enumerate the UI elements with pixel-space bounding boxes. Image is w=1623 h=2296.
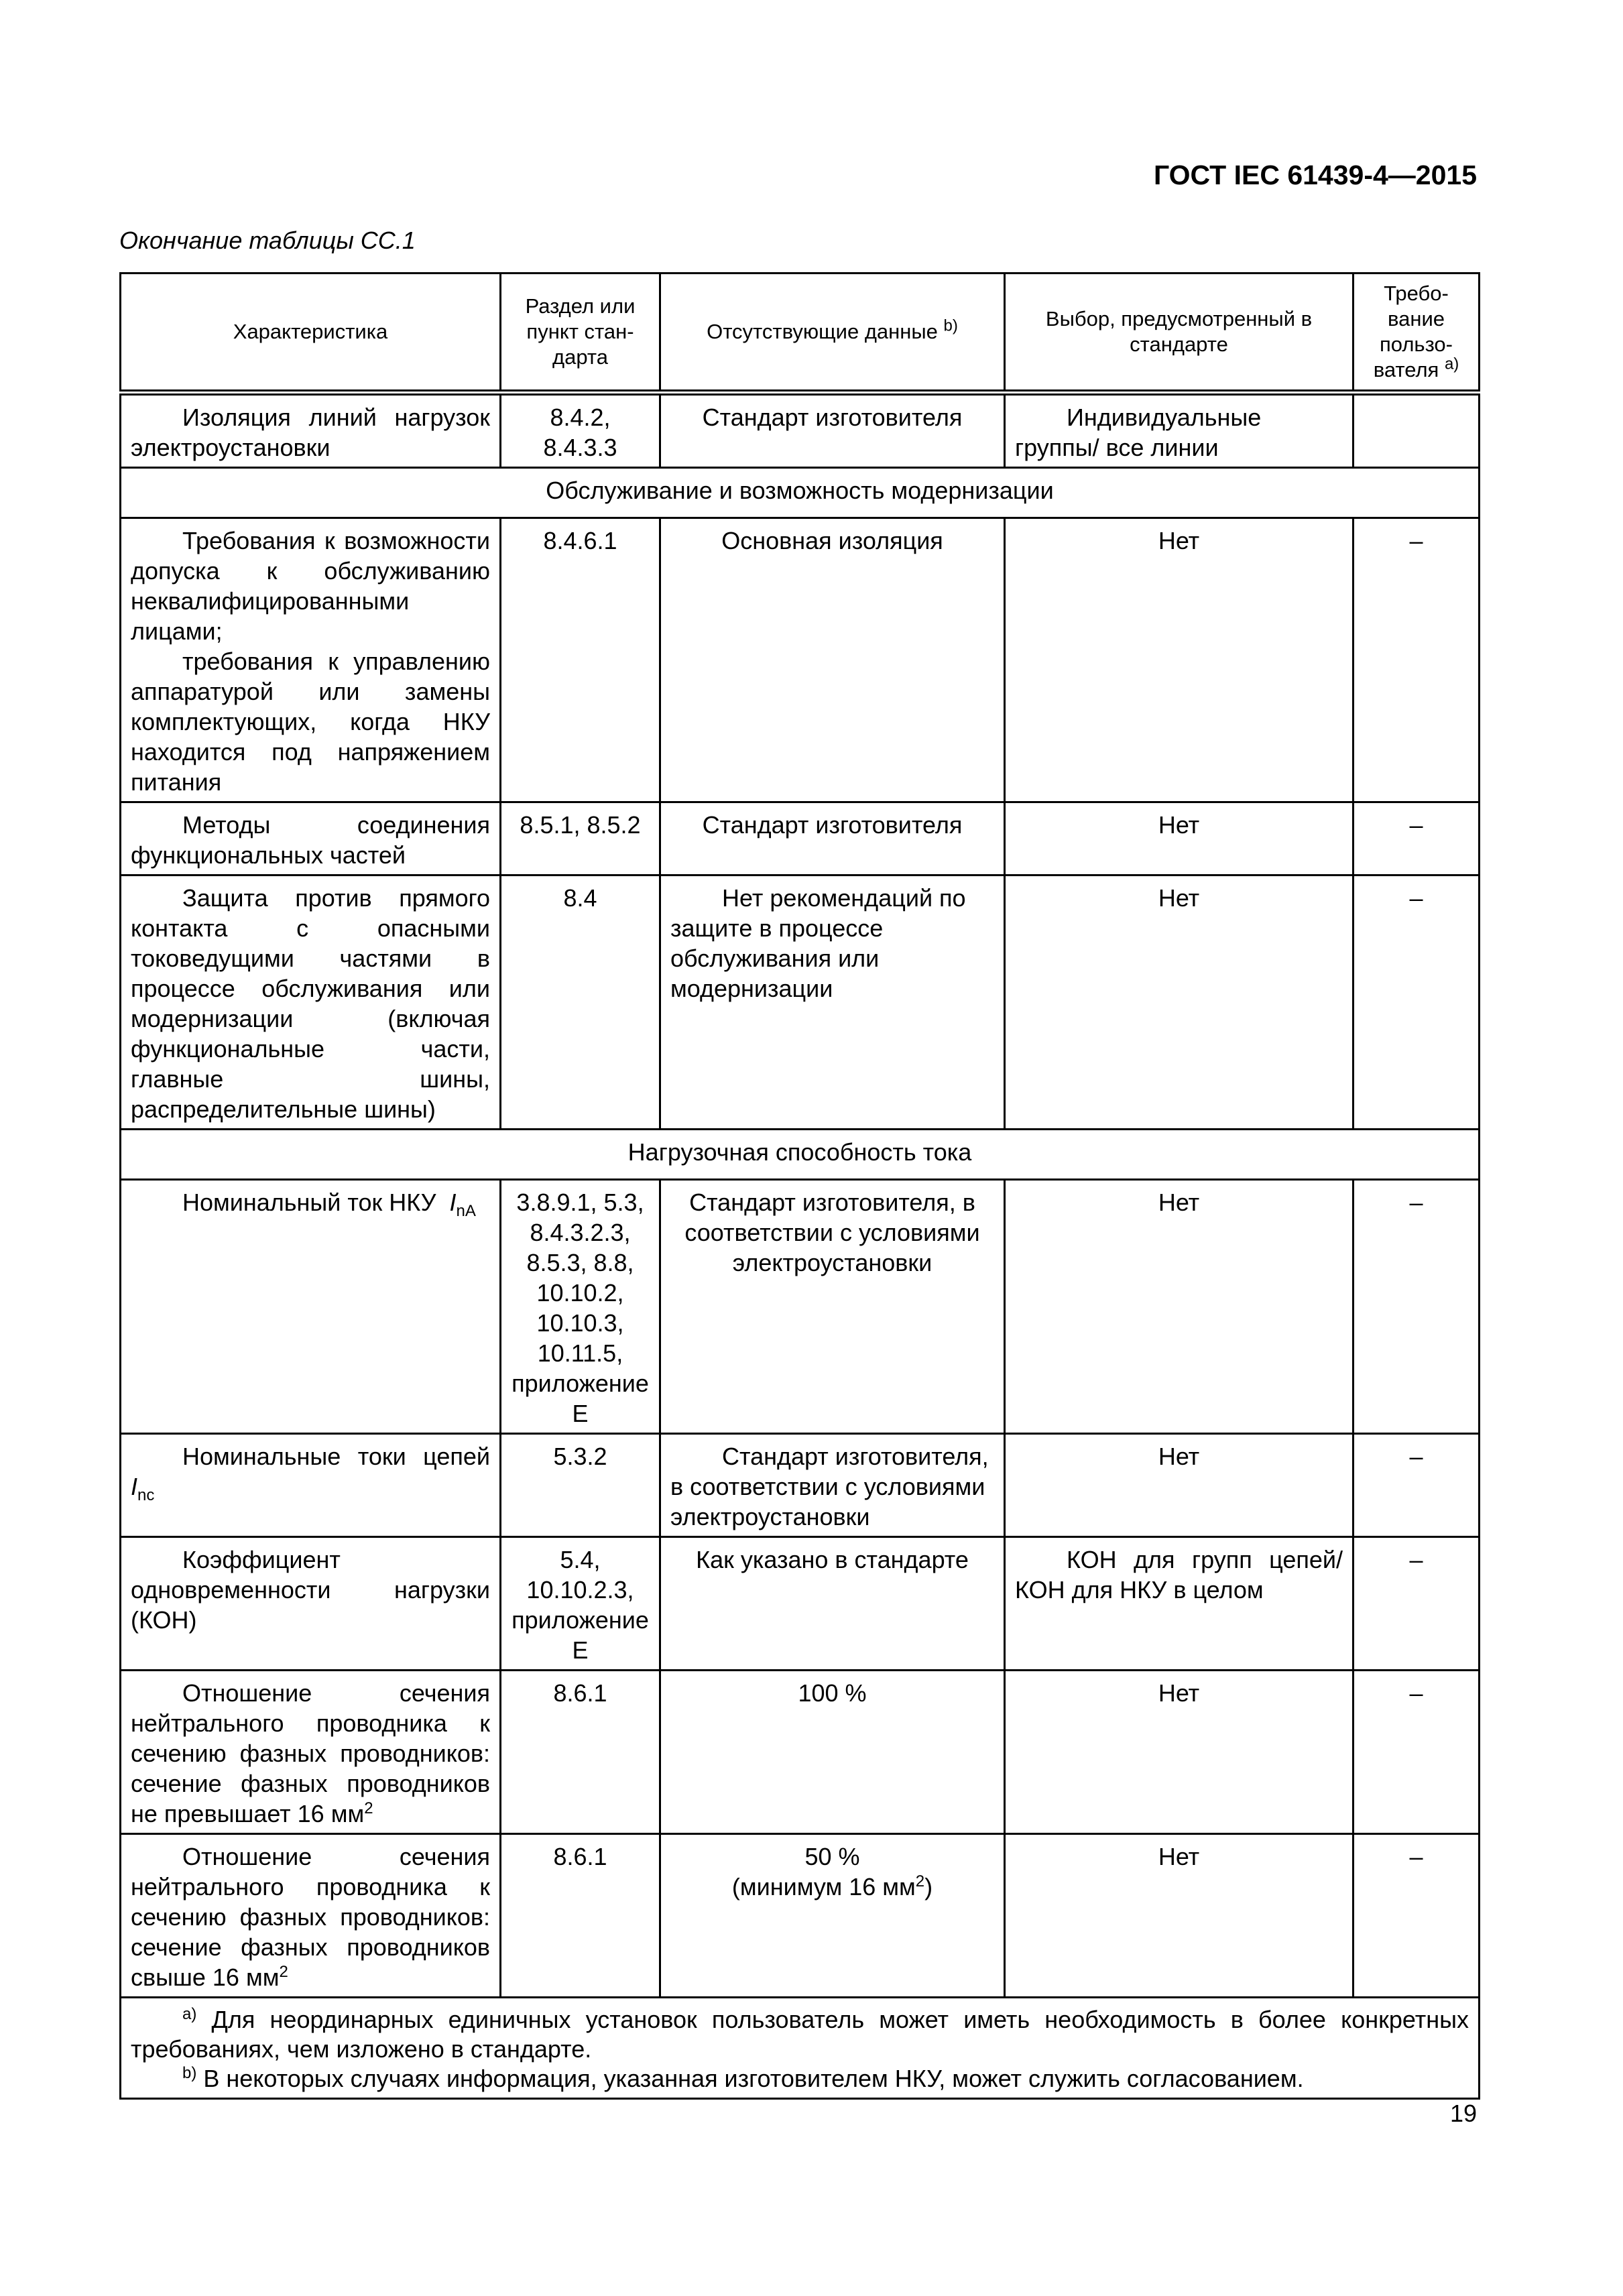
section-title: Нагрузочная способность тока — [121, 1130, 1480, 1180]
cell-characteristic: Номинальные токи цепей $I_{nc}$ — [121, 1434, 501, 1537]
cell-characteristic: Отношение сечения нейтрального проводника к сечению фазных проводников: сечение фазных проводников не превышает 16 $мм^2$ — [121, 1671, 501, 1834]
section-title: Обслуживание и возможность модернизации — [121, 468, 1480, 518]
document-id: ГОСТ IEC 61439-4—2015 — [1153, 160, 1477, 190]
header-requirement: Требо-вание пользо-вателя $^{a)}$ — [1354, 274, 1480, 393]
cell-missing: Как указано в стандарте — [660, 1537, 1005, 1671]
cell-characteristic — [121, 518, 501, 802]
cell-missing — [660, 1834, 1005, 1998]
cell-choice: КОН для групп цепей/ КОН для НКУ в целом — [1005, 1537, 1354, 1671]
cell-missing: Стандарт изготовителя, в соответствии с условиями электроустановки — [660, 1434, 1005, 1537]
cell-characteristic: Номинальный ток НКУ $I_{nA}$ — [121, 1180, 501, 1434]
cell-missing: Стандарт изготовителя, в соответствии с условиями электроустановки — [660, 1180, 1005, 1434]
cell-requirement — [1354, 393, 1480, 468]
cell-missing: Стандарт изготовителя — [660, 802, 1005, 875]
header-section: Раздел или пункт стан-дарта — [501, 274, 660, 393]
cell-section: 5.3.2 — [501, 1434, 660, 1537]
cell-section: 8.6.1 — [501, 1671, 660, 1834]
characteristic-part: требования к управлению аппаратурой или замены комплектующих, когда НКУ находится под напряжением питания — [131, 648, 490, 796]
cell-characteristic: Коэффициент одновременности нагрузки (КОН) — [121, 1537, 501, 1671]
table-caption: Окончание таблицы СС.1 — [119, 227, 416, 254]
missing-line: 50 % — [804, 1843, 860, 1870]
cell-requirement: – — [1354, 802, 1480, 875]
section-row-current — [121, 1130, 1480, 1180]
cell-section: 3.8.9.1, 5.3, 8.4.3.2.3, 8.5.3, 8.8, 10.10.2, 10.10.3, 10.11.5, приложение Е — [501, 1180, 660, 1434]
cell-choice: Нет — [1005, 802, 1354, 875]
cell-section: 8.4 — [501, 875, 660, 1130]
cell-requirement: – — [1354, 1834, 1480, 1998]
cell-characteristic: Отношение сечения нейтрального проводника к сечению фазных проводников: сечение фазных проводников свыше 16 $мм^2$ — [121, 1834, 501, 1998]
table-row — [121, 1671, 1480, 1834]
footnote-a: $^{a)}$ Для неординарных единичных установок пользователь может иметь необходимость в более конкретных требованиях, чем изложено в стандарте. — [131, 2005, 1469, 2063]
table-row — [121, 393, 1480, 468]
header-choice: Выбор, предусмотренный в стандарте — [1005, 274, 1354, 393]
cell-missing: Нет рекомендаций по защите в процессе обслуживания или модернизации — [660, 875, 1005, 1130]
cell-choice: Нет — [1005, 1671, 1354, 1834]
characteristic-part: Требования к возможности допуска к обслуживанию неквалифицированными лицами; — [131, 527, 490, 645]
footnotes-cell — [121, 1998, 1480, 2099]
cell-choice: Нет — [1005, 518, 1354, 802]
missing-line: (минимум 16 $мм^2$) — [731, 1872, 933, 1900]
cell-requirement: – — [1354, 875, 1480, 1130]
cell-section: 8.4.6.1 — [501, 518, 660, 802]
cell-choice: Нет — [1005, 1834, 1354, 1998]
header-missing-data: Отсутствующие данные $^{b)}$ — [660, 274, 1005, 393]
table-row — [121, 1834, 1480, 1998]
cell-missing: Основная изоляция — [660, 518, 1005, 802]
header-characteristic: Характеристика — [121, 274, 501, 393]
footnotes-row — [121, 1998, 1480, 2099]
footnote-b: $^{b)}$ В некоторых случаях информация, указанная изготовителем НКУ, может служить согласованием. — [182, 2064, 1304, 2092]
cell-section: 8.5.1, 8.5.2 — [501, 802, 660, 875]
table-header-row — [121, 274, 1480, 393]
cell-requirement: – — [1354, 1671, 1480, 1834]
cell-choice: Индивидуальные группы/ все линии — [1005, 393, 1354, 468]
cell-requirement: – — [1354, 1537, 1480, 1671]
cell-requirement: – — [1354, 1434, 1480, 1537]
cell-choice: Нет — [1005, 1180, 1354, 1434]
cell-requirement: – — [1354, 1180, 1480, 1434]
cell-section: 5.4, 10.10.2.3, приложение Е — [501, 1537, 660, 1671]
cell-section: 8.6.1 — [501, 1834, 660, 1998]
table-row — [121, 1434, 1480, 1537]
cell-missing: 100 % — [660, 1671, 1005, 1834]
table-row — [121, 1537, 1480, 1671]
cell-requirement: – — [1354, 518, 1480, 802]
table-row — [121, 1180, 1480, 1434]
table-row — [121, 518, 1480, 802]
cell-characteristic: Методы соединения функциональных частей — [121, 802, 501, 875]
cell-missing: Стандарт изготовителя — [660, 393, 1005, 468]
section-row-service — [121, 468, 1480, 518]
cell-section: 8.4.2, 8.4.3.3 — [501, 393, 660, 468]
cell-choice: Нет — [1005, 875, 1354, 1130]
characteristics-table — [119, 272, 1480, 2100]
table-row — [121, 802, 1480, 875]
page-number: 19 — [1449, 2100, 1477, 2127]
cell-choice: Нет — [1005, 1434, 1354, 1537]
table-row — [121, 875, 1480, 1130]
cell-characteristic: Изоляция линий нагрузок электроустановки — [121, 393, 501, 468]
cell-characteristic: Защита против прямого контакта с опасными токоведущими частями в процессе обслуживания или модернизации (включая функциональные части, главные шины, распределительные шины) — [121, 875, 501, 1130]
